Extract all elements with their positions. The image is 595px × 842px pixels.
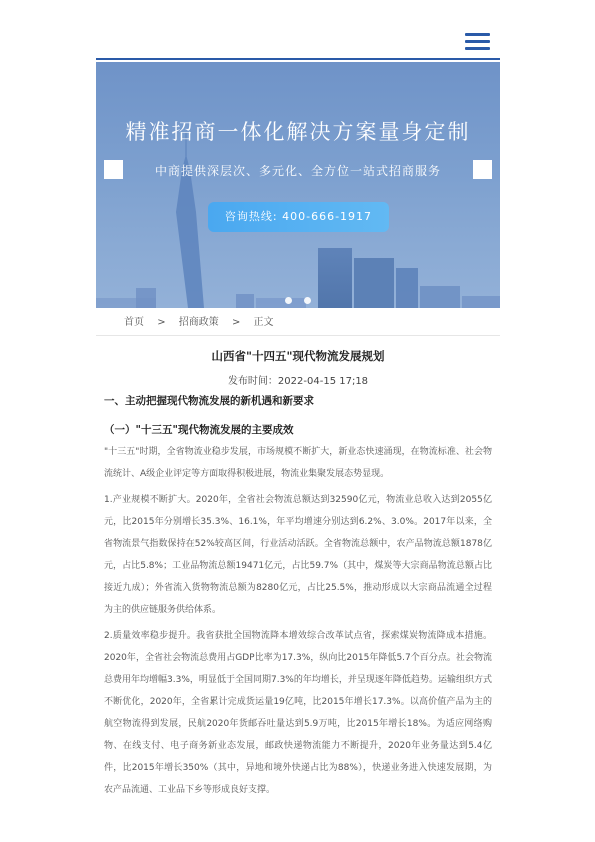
banner-carousel[interactable] — [96, 62, 500, 308]
site-header — [96, 0, 500, 60]
breadcrumb-home-link[interactable]: 首页 — [124, 317, 144, 328]
breadcrumb-separator: > — [231, 317, 241, 328]
carousel-dot-2[interactable] — [304, 297, 311, 304]
breadcrumb — [96, 310, 500, 336]
article-title: 山西省"十四五"现代物流发展规划 — [211, 349, 385, 363]
next-slide-button[interactable] — [473, 160, 492, 179]
paragraph-scale: 1.产业规模不断扩大。2020年，全省社会物流总额达到32590亿元，物流业总收入达到2055亿元，比2015年分别增长35.3%、16.1%，年平均增速分别达到6.2%、3.0%。2017年以来，全省物流景气指数保持在52%较高区间，行业活动活跃。全省物流总额中，农产品物流总额1878亿元，占比5.8%；工业品物流总额19471亿元，占比59.7%（其中，煤炭等大宗商品物流总额占比接近九成）；外省流入货物物流总额为8280亿元，占比25.5%，推动形成以大宗商品流通全过程为主的供应链服务供给体系。 — [104, 495, 492, 615]
subsection-heading: （一）"十三五"现代物流发展的主要成效 — [104, 424, 294, 436]
paragraph-intro: "十三五"时期，全省物流业稳步发展，市场规模不断扩大，新业态快速涌现，在物流标准、社会物流统计、A级企业评定等方面取得积极进展，物流业集聚发展态势显现。 — [104, 447, 492, 479]
carousel-dot-1[interactable] — [285, 297, 292, 304]
section-heading: 一、主动把握现代物流发展的新机遇和新要求 — [104, 395, 314, 407]
city-skyline-image — [96, 62, 500, 308]
article-date: 发布时间：2022-04-15 17;18 — [227, 376, 369, 387]
carousel-indicators — [96, 289, 500, 308]
hamburger-menu-icon[interactable] — [465, 33, 490, 51]
breadcrumb-policy-link[interactable]: 招商政策 — [178, 317, 219, 328]
breadcrumb-separator: > — [157, 317, 166, 328]
banner-subtitle: 中商提供深层次、多元化、全方位一站式招商服务 — [154, 164, 441, 178]
banner-title: 精准招商一体化解决方案量身定制 — [125, 120, 471, 144]
hotline-button[interactable]: 咨询热线: 400-666-1917 — [208, 202, 389, 232]
article — [104, 344, 492, 801]
breadcrumb-current: 正文 — [253, 317, 274, 328]
paragraph-quality: 2.质量效率稳步提升。我省获批全国物流降本增效综合改革试点省，探索煤炭物流降成本措施。2020年，全省社会物流总费用占GDP比率为17.3%，纵向比2015年降低5.7个百分点。社会物流总费用年均增幅3.3%，明显低于全国同期7.3%的年均增长，并呈现逐年降低趋势。运输组织方式不断优化，2020年，全省累计完成货运量19亿吨，比2015年增长17.3%。以高价值产品为主的航空物流得到发展，民航2020年货邮吞吐量达到5.9万吨，比2015年增长18%。为适应网络购物、在线支付、电子商务新业态发展，邮政快递物流能力不断提升，2020年业务量达到5.4亿件，比2015年增长350%（其中，异地和境外快递占比为88%），快递业务进入快速发展期，为农产品流通、工业品下乡等形成良好支撑。 — [104, 631, 492, 795]
